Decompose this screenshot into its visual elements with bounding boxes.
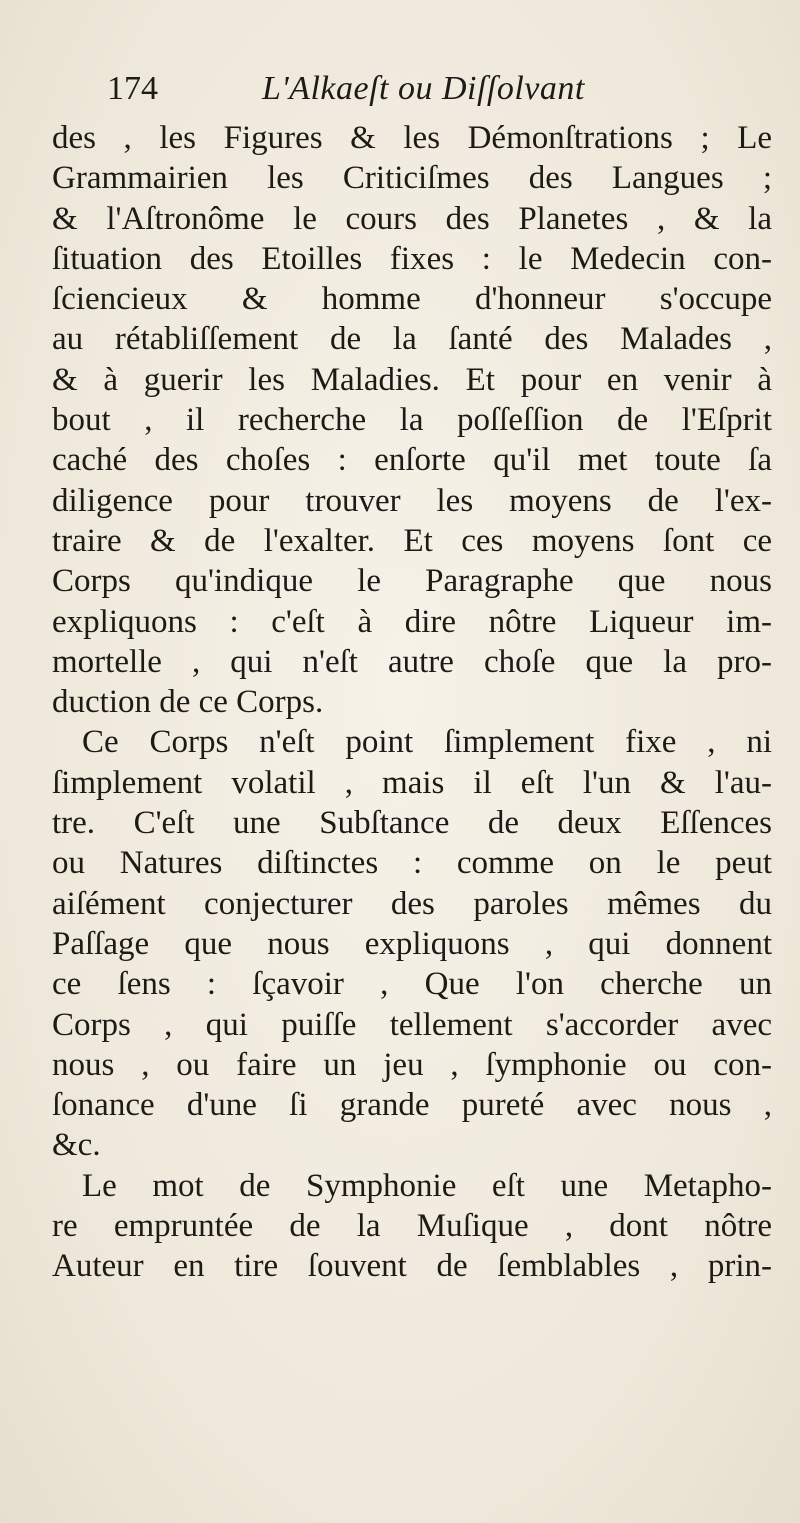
text-line: Corps qu'indique le Paragraphe que nous [52,563,772,600]
text-line: tre. C'eſt une Subſtance de deux Eſſences [52,805,772,842]
text-line: ſituation des Etoilles fixes : le Medecin con- [52,240,772,277]
text-line: aiſément conjecturer des paroles mêmes du [52,885,772,922]
body-text [52,118,772,1287]
text-line: duction de ce Corps. [52,684,324,721]
text-line: expliquons : c'eſt à dire nôtre Liqueur im- [52,603,772,640]
text-line: ſonance d'une ſi grande pureté avec nous , [52,1087,772,1124]
text-line: &c. [52,1127,101,1164]
text-line: nous , ou faire un jeu , ſymphonie ou con- [52,1046,772,1083]
text-line: caché des choſes : enſorte qu'il met toute ſa [52,442,772,479]
text-line: bout , il recherche la poſſeſſion de l'Eſprit [52,402,772,439]
text-line: ſimplement volatil , mais il eſt l'un & l'au- [52,764,772,801]
text-line: ce ſens : ſçavoir , Que l'on cherche un [52,966,772,1003]
text-line: Auteur en tire ſouvent de ſemblables , prin- [52,1248,772,1285]
text-line: Grammairien les Criticiſmes des Langues ; [52,160,772,197]
text-line: au rétabliſſement de la ſanté des Malades , [52,321,772,358]
running-title: L'Alkaeſt ou Diſſolvant [262,70,585,107]
text-line: & l'Aſtronôme le cours des Planetes , & la [52,200,772,237]
text-line: Ce Corps n'eſt point ſimplement fixe , ni [82,724,772,761]
text-line: ſciencieux & homme d'honneur s'occupe [52,281,772,318]
text-line: mortelle , qui n'eſt autre choſe que la pro- [52,643,772,680]
page-number: 174 [107,70,158,107]
text-line: & à guerir les Maladies. Et pour en venir à [52,361,772,398]
text-line: Le mot de Symphonie eſt une Metapho- [82,1167,772,1204]
text-line: traire & de l'exalter. Et ces moyens ſont ce [52,522,772,559]
text-line: diligence pour trouver les moyens de l'ex- [52,482,772,519]
text-line: Corps , qui puiſſe tellement s'accorder avec [52,1006,772,1043]
page-header [107,70,747,120]
text-line: Paſſage que nous expliquons , qui donnent [52,925,772,962]
text-line: ou Natures diſtinctes : comme on le peut [52,845,772,882]
text-line: des , les Figures & les Démonſtrations ; Le [52,120,772,156]
text-line: re empruntée de la Muſique , dont nôtre [52,1208,772,1245]
